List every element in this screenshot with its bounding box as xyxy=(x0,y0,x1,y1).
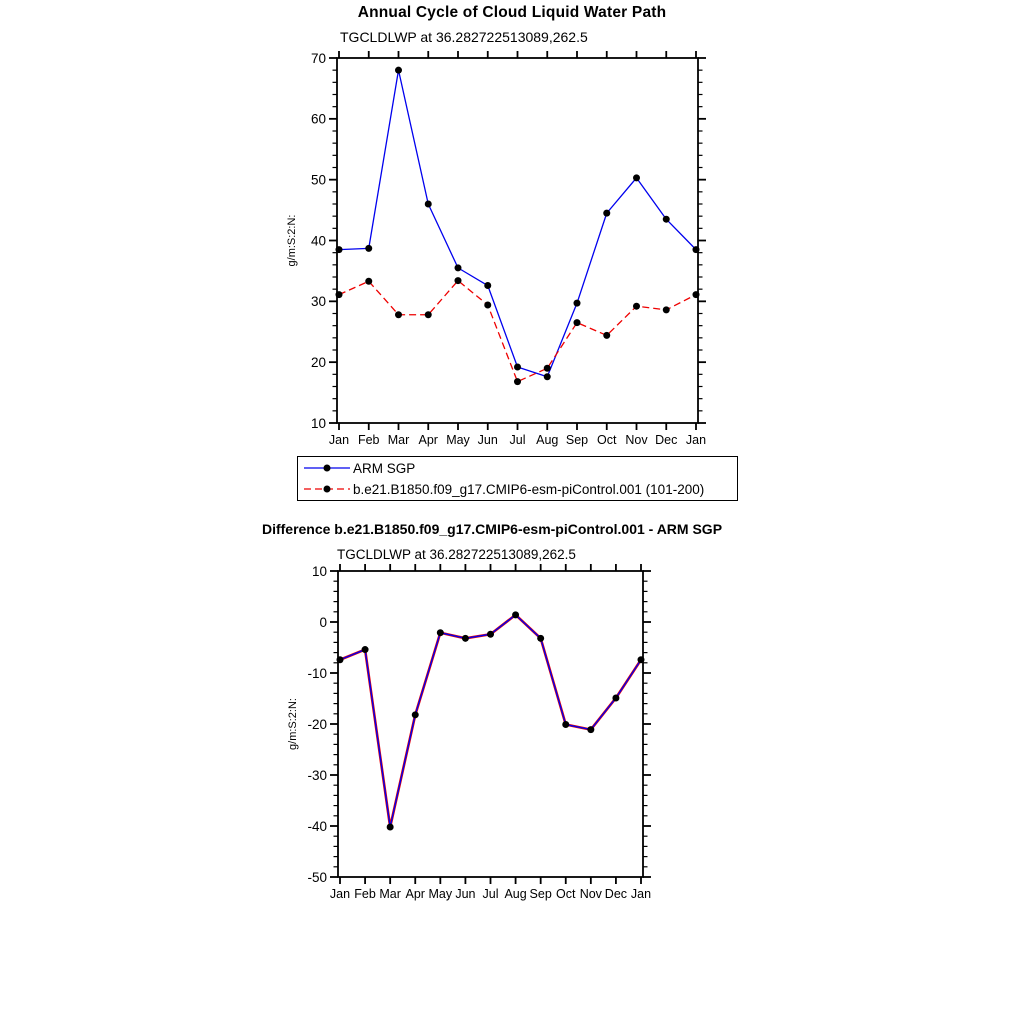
data-point-marker xyxy=(587,726,594,733)
data-point-marker xyxy=(425,201,432,208)
data-point-marker xyxy=(693,291,700,298)
x-tick-label: Jan xyxy=(630,887,652,901)
y-tick-label: 40 xyxy=(310,233,326,249)
y-tick-label: 50 xyxy=(310,172,326,188)
data-point-marker xyxy=(603,332,610,339)
x-tick-label: May xyxy=(428,887,453,901)
data-point-marker xyxy=(437,629,444,636)
legend xyxy=(297,456,738,501)
data-point-marker xyxy=(512,611,519,618)
data-point-marker xyxy=(603,210,610,217)
data-point-marker xyxy=(484,282,491,289)
legend-line-sample-solid xyxy=(303,462,351,474)
data-point-marker xyxy=(365,245,372,252)
x-tick-label: Nov xyxy=(579,887,602,901)
data-point-marker xyxy=(633,303,640,310)
data-point-marker xyxy=(395,311,402,318)
x-tick-label: Sep xyxy=(565,433,589,447)
data-point-marker xyxy=(514,378,521,385)
x-tick-label: Apr xyxy=(405,887,425,901)
data-point-marker xyxy=(387,824,394,831)
data-point-marker xyxy=(336,246,343,253)
data-point-marker xyxy=(462,635,469,642)
y-axis-label: g/m:S:2:N: xyxy=(287,698,299,750)
data-point-marker xyxy=(412,711,419,718)
legend-line-sample-dashed xyxy=(303,483,351,495)
data-point-marker xyxy=(638,656,645,663)
data-point-marker xyxy=(455,264,462,271)
legend-entry-model xyxy=(303,479,737,499)
bottom-chart-subtitle: TGCLDLWP at 36.282722513089,262.5 xyxy=(337,547,576,562)
data-point-marker xyxy=(514,364,521,371)
series-line xyxy=(340,615,641,827)
legend-entry-arm-sgp xyxy=(303,458,737,478)
bottom-chart-title: Difference b.e21.B1850.f09_g17.CMIP6-esm-piControl.001 - ARM SGP xyxy=(261,521,723,537)
y-tick-label: 20 xyxy=(310,354,326,370)
data-point-marker xyxy=(562,721,569,728)
x-tick-label: Jun xyxy=(477,433,498,447)
data-point-marker xyxy=(633,174,640,181)
data-point-marker xyxy=(663,216,670,223)
x-tick-label: Jan xyxy=(685,433,707,447)
x-tick-label: Mar xyxy=(387,433,410,447)
data-point-marker xyxy=(487,631,494,638)
x-tick-label: Oct xyxy=(556,887,576,901)
x-tick-label: Feb xyxy=(354,887,376,901)
top-chart-title: Annual Cycle of Cloud Liquid Water Path xyxy=(357,4,667,21)
data-point-marker xyxy=(362,646,369,653)
data-point-marker xyxy=(574,319,581,326)
x-tick-label: Apr xyxy=(418,433,438,447)
y-axis-label: g/m:S:2:N: xyxy=(286,214,298,267)
plot-frame xyxy=(338,571,643,877)
data-point-marker xyxy=(395,67,402,74)
y-tick-label: 0 xyxy=(319,614,327,630)
data-point-marker xyxy=(337,656,344,663)
x-tick-label: Sep xyxy=(529,887,552,901)
x-tick-label: Feb xyxy=(357,433,380,447)
x-tick-label: Jul xyxy=(482,887,499,901)
x-tick-label: Aug xyxy=(504,887,527,901)
x-tick-label: Jan xyxy=(328,433,350,447)
legend-marker-dot xyxy=(324,486,331,493)
data-point-marker xyxy=(537,635,544,642)
data-point-marker xyxy=(336,291,343,298)
x-tick-label: Aug xyxy=(536,433,559,447)
y-tick-label: -20 xyxy=(307,716,327,732)
data-point-marker xyxy=(544,373,551,380)
x-tick-label: Mar xyxy=(379,887,401,901)
x-tick-label: Jun xyxy=(455,887,476,901)
x-tick-label: Dec xyxy=(604,887,628,901)
y-tick-label: 60 xyxy=(310,111,326,127)
x-tick-label: Oct xyxy=(597,433,617,447)
top-chart-subtitle: TGCLDLWP at 36.282722513089,262.5 xyxy=(340,29,588,45)
data-point-marker xyxy=(365,278,372,285)
series-line xyxy=(339,70,696,377)
data-point-marker xyxy=(544,365,551,372)
data-point-marker xyxy=(663,306,670,313)
y-tick-label: 70 xyxy=(310,50,326,66)
legend-label-arm-sgp: ARM SGP xyxy=(353,460,416,476)
x-tick-label: Nov xyxy=(625,433,648,447)
x-tick-label: Jan xyxy=(329,887,351,901)
y-tick-label: 10 xyxy=(311,563,327,579)
x-tick-label: May xyxy=(446,433,470,447)
legend-label-model: b.e21.B1850.f09_g17.CMIP6-esm-piControl.001 (101-200) xyxy=(353,481,705,497)
data-point-marker xyxy=(455,277,462,284)
data-point-marker xyxy=(425,311,432,318)
data-point-marker xyxy=(484,301,491,308)
y-tick-label: -40 xyxy=(307,818,327,834)
x-tick-label: Dec xyxy=(655,433,678,447)
y-tick-label: -50 xyxy=(307,869,327,885)
y-tick-label: -10 xyxy=(307,665,327,681)
legend-marker-dot xyxy=(324,465,331,472)
y-tick-label: 30 xyxy=(310,294,326,310)
x-tick-label: Jul xyxy=(509,433,526,447)
y-tick-label: -30 xyxy=(307,767,327,783)
data-point-marker xyxy=(574,300,581,307)
data-point-marker xyxy=(693,246,700,253)
data-point-marker xyxy=(612,694,619,701)
y-tick-label: 10 xyxy=(310,415,326,431)
